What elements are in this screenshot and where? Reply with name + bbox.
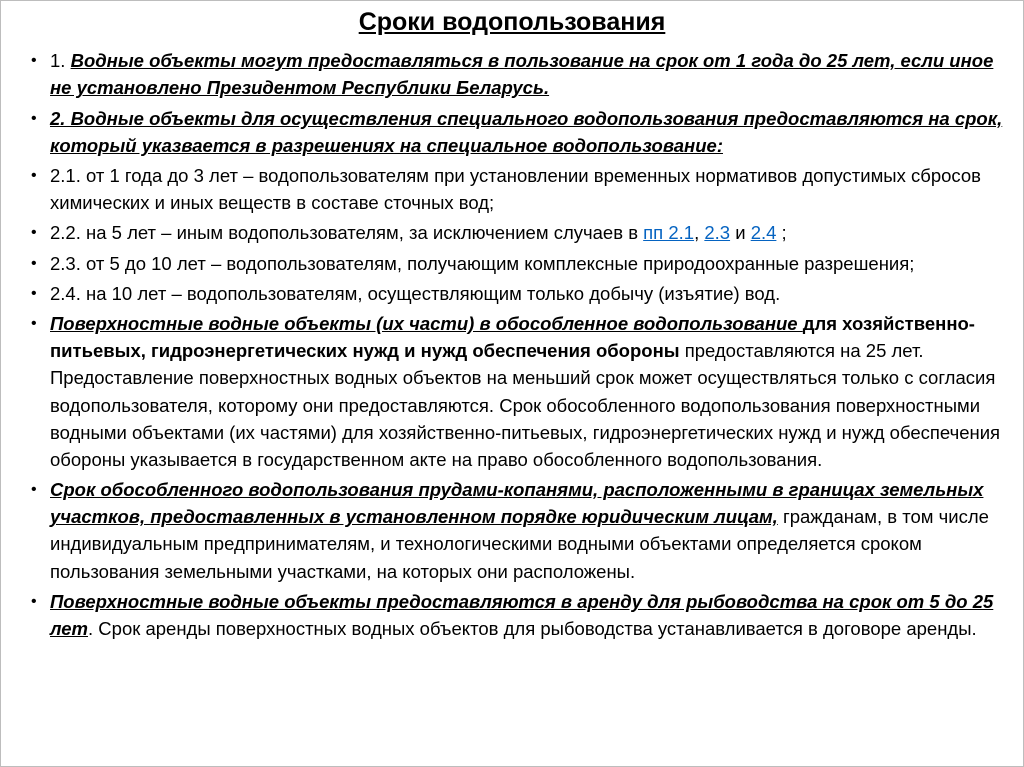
bullet-item xyxy=(31,105,1009,159)
text-run: ; xyxy=(776,222,787,244)
bullet-item xyxy=(31,476,1009,585)
reference-link[interactable]: 2.4 xyxy=(750,222,777,244)
bullet-list xyxy=(31,47,1009,642)
bullet-item xyxy=(31,310,1009,473)
text-run: 2.4. на 10 лет – водопользователям, осуществляющим только добычу (изъятие) вод. xyxy=(50,282,781,304)
bullet-item xyxy=(31,47,1009,101)
text-run: 2.3. от 5 до 10 лет – водопользователям, получающим комплексные природоохранные разрешения; xyxy=(50,252,915,274)
text-run: 1. xyxy=(50,50,71,72)
text-run: гражданам, в том числе индивидуальным предпринимателям, и технологическими водными объектами определяется сроком пользования земельными участками, на которых они расположены. xyxy=(50,506,989,582)
bullet-item xyxy=(31,280,1009,307)
text-run: 2.2. на 5 лет – иным водопользователям, за исключением случаев в xyxy=(50,222,644,244)
text-run: 2.1. от 1 года до 3 лет – водопользователям при установлении временных нормативов допустимых сбросов химических и иных веществ в составе сточных вод; xyxy=(50,165,981,214)
text-run: и xyxy=(730,222,751,244)
text-run: Поверхностные водные объекты предоставляются в аренду для рыбоводства на срок от 5 до 25 лет xyxy=(50,590,994,639)
text-run: предоставляются на 25 лет. Предоставление поверхностных водных объектов на меньший срок может осуществляться только с согласия водопользователя, которому они предоставляются. Срок обособленного водопользования поверхностными водными объектами (их частями) для хозяйственно-питьевых, гидроэнергетических нужд и нужд обеспечения обороны указывается в государственном акте на право обособленного водопользования. xyxy=(50,340,1001,470)
text-run: . Срок аренды поверхностных водных объектов для рыбоводства устанавливается в договоре аренды. xyxy=(88,618,977,639)
reference-link[interactable]: пп 2.1 xyxy=(643,222,695,244)
bullet-item xyxy=(31,219,1009,246)
slide-title: Сроки водопользования xyxy=(358,8,666,36)
text-run: Срок обособленного водопользования прудами-копанями, расположенными в границах земельных участков, предоставленных в установленном порядке юридическим лицам, xyxy=(50,479,984,528)
text-run: Водные объекты могут предоставляться в пользование на срок от 1 года до 25 лет, если иное не установлено Президентом Республики Беларусь. xyxy=(50,50,994,99)
text-run: 2. Водные объекты для осуществления специального водопользования предоставляются на срок, который указвается в разрешениях на специальное водопользование: xyxy=(50,107,1003,156)
bullet-item xyxy=(31,588,1009,642)
text-run: , xyxy=(694,222,705,244)
text-run: Поверхностные водные объекты (их части) в обособленное водопользование xyxy=(50,312,803,334)
text-run: для хозяйственно-питьевых, гидроэнергетических нужд и нужд обеспечения обороны xyxy=(50,312,975,362)
bullet-item xyxy=(31,162,1009,216)
reference-link[interactable]: 2.3 xyxy=(704,222,731,244)
bullet-item xyxy=(31,250,1009,277)
